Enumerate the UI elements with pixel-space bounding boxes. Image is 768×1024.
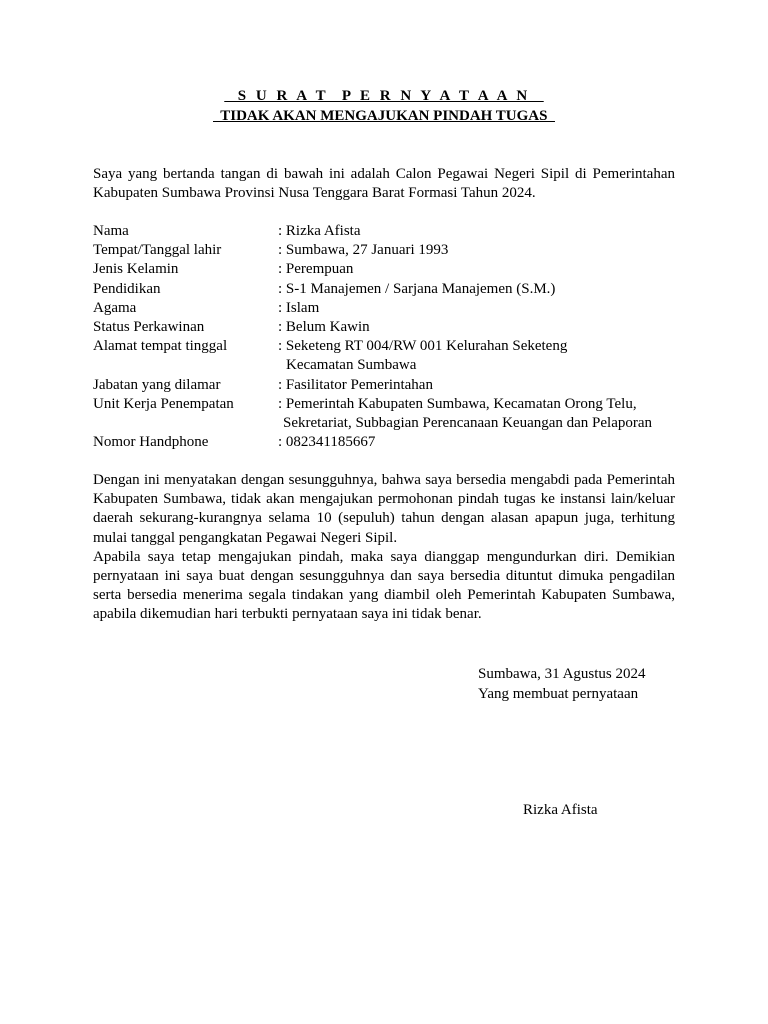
field-value: : Perempuan: [278, 261, 354, 278]
field-value: : S-1 Manajemen / Sarjana Manajemen (S.M.): [278, 280, 556, 297]
field-label: Pendidikan: [93, 280, 161, 297]
field-value: : Sumbawa, 27 Januari 1993: [278, 242, 449, 259]
signer-name: Rizka Afista: [523, 802, 598, 818]
field-label: Agama: [93, 299, 137, 316]
field-value: : Fasilitator Pemerintahan: [278, 376, 433, 393]
field-value-continuation: Kecamatan Sumbawa: [286, 357, 417, 374]
field-value: : Rizka Afista: [278, 223, 361, 239]
field-value: : Pemerintah Kabupaten Sumbawa, Kecamatan Orong Telu, Sekretariat, Subbagian Perencanaan Keuangan dan Pelaporan: [278, 395, 693, 433]
field-row-agama: [93, 299, 693, 318]
field-value: : Seketeng RT 004/RW 001 Kelurahan Seketeng Kecamatan Sumbawa: [278, 337, 693, 375]
field-label: Nama: [93, 223, 129, 239]
document-subtitle: TIDAK AKAN MENGAJUKAN PINDAH TUGAS: [213, 108, 555, 124]
field-label: Nomor Handphone: [93, 434, 209, 451]
field-label: Alamat tempat tinggal: [93, 338, 228, 355]
field-label: Jabatan yang dilamar: [93, 376, 221, 393]
field-label: Jenis Kelamin: [93, 261, 179, 278]
field-value: : Islam: [278, 299, 320, 316]
document-title: S U R A T P E R N Y A T A A N: [224, 88, 544, 104]
field-row-jabatan: [93, 376, 693, 395]
field-row-tempat-tanggal-lahir: [93, 241, 693, 260]
field-label: Status Perkawinan: [93, 319, 205, 336]
place-date: Sumbawa, 31 Agustus 2024: [478, 666, 646, 682]
field-row-nama: [93, 222, 693, 241]
closing-block: [478, 664, 646, 704]
maker-label: Yang membuat pernyataan: [478, 686, 639, 702]
statement-paragraph-2: Apabila saya tetap mengajukan pindah, maka saya dianggap mengundurkan diri. Demikian pernyataan ini saya buat dengan sesungguhnya dan saya bersedia dituntut dimuka pengadilan serta bersedia menerima segala tindakan yang diambil oleh Pemerintah Kabupaten Sumbawa, apabila dikemudian hari terbukti pernyataan saya ini tidak benar.: [93, 548, 675, 623]
statement-body: [93, 471, 675, 625]
field-label: Tempat/Tanggal lahir: [93, 242, 222, 259]
field-row-nomor-handphone: [93, 433, 693, 452]
field-value: : 082341185667: [278, 434, 376, 451]
field-row-pendidikan: [93, 280, 693, 299]
field-value-continuation: Sekretariat, Subbagian Perencanaan Keuangan dan Pelaporan: [283, 415, 653, 432]
field-row-unit-kerja: [93, 395, 693, 433]
field-row-alamat: [93, 337, 693, 375]
field-label: Unit Kerja Penempatan: [93, 395, 234, 412]
identity-fields: [93, 222, 693, 452]
statement-paragraph-1: Dengan ini menyatakan dengan sesungguhnya, bahwa saya bersedia mengabdi pada Pemerintah Kabupaten Sumbawa, tidak akan mengajukan permohonan pindah tugas ke instansi lain/keluar daerah sekurang-kurangnya selama 10 (sepuluh) tahun dengan alasan apapun juga, terhitung mulai tanggal pengangkatan Pegawai Negeri Sipil.: [93, 472, 675, 546]
field-row-status-perkawinan: [93, 318, 693, 337]
intro-paragraph: Saya yang bertanda tangan di bawah ini adalah Calon Pegawai Negeri Sipil di Pemerintahan Kabupaten Sumbawa Provinsi Nusa Tenggara Barat Formasi Tahun 2024.: [93, 166, 675, 201]
field-value: : Belum Kawin: [278, 319, 370, 336]
field-row-jenis-kelamin: [93, 260, 693, 279]
